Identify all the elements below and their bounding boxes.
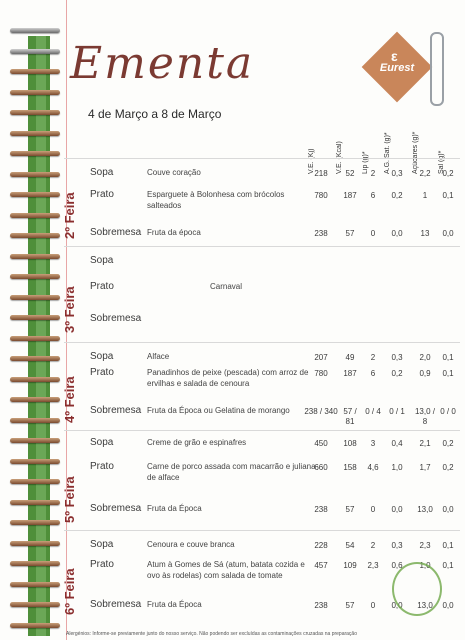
nutrition-value: 52 [345,169,355,178]
binding-ring [10,438,60,443]
day-block [64,246,460,339]
nutrition-value: 0,0 [391,601,403,610]
nutrition-value: 6 [370,191,376,200]
nutrition-value: 13,0 / 8 [414,407,435,426]
binding-ring [10,602,60,607]
binding-ring [10,110,60,115]
column-header-acucares: Açúcares (g)* [412,131,419,174]
course-description: Carne de porco assada com macarrão e juliana de alface [147,462,316,483]
nutrition-value: 2 [370,169,376,178]
binding-ring [10,315,60,320]
course-description: Panadinhos de peixe (pescada) com arroz de ervilhas e salada de cenoura [147,368,309,389]
binding-ring [10,274,60,279]
paper-clip-icon [430,32,444,106]
course-label: Prato [90,367,114,378]
nutrition-value: 0,0 [442,505,454,514]
nutrition-value: 780 [314,191,328,200]
binding-ring [10,500,60,505]
binding-ring [10,90,60,95]
course-label: Sobremesa [90,599,142,610]
nutrition-value: 207 [314,353,328,362]
column-header-sal: Sal (g)* [438,150,445,174]
course-label: Sobremesa [90,405,142,416]
course-description: Alface [147,352,170,361]
nutrition-value: 13,0 [417,601,433,610]
column-header-ve-kcal: V.E. (Kcal) [336,141,343,174]
nutrition-value: 0,1 [442,369,454,378]
course-label: Sobremesa [90,227,142,238]
nutrition-value: 457 [314,561,328,570]
nutrition-value: 2,1 [419,439,431,448]
nutrition-value: 238 / 340 [304,407,338,416]
nutrition-value: 0,0 [442,229,454,238]
course-description: Fruta da Época ou Gelatina de morango [147,406,290,415]
course-label: Prato [90,281,114,292]
day-label: 2º Feira [62,192,77,239]
column-header-ve-kj: V.E. (Kj) [308,148,315,174]
nutrition-value: 228 [314,541,328,550]
allergen-footnote: Alergénios: Informe-se previamente junto do nosso serviço. Não podendo ser excluídas as contaminações cruzadas na preparação [66,631,357,637]
course-label: Sopa [90,351,114,362]
course-description: Fruta da Época [147,600,202,609]
binding-ring [10,254,60,259]
eurest-logo-mark: ε [391,48,398,64]
course-label: Sopa [90,167,114,178]
binding-ring [10,151,60,156]
column-header-ag-sat: A.G. Sat. (g)* [384,132,391,174]
course-description: Fruta da Época [147,504,202,513]
nutrition-value: 187 [343,191,357,200]
binding-ring [10,69,60,74]
binding-ring [10,459,60,464]
nutrition-value: 13,0 [417,505,433,514]
binding-ring [10,418,60,423]
binding-ring [10,336,60,341]
binding-ring [10,520,60,525]
nutrition-value: 0,1 [442,353,454,362]
course-description: Fruta da época [147,228,201,237]
nutrition-value: 187 [343,369,357,378]
binding-ring [10,541,60,546]
nutrition-value: 0,0 [391,229,403,238]
binding-ring [10,233,60,238]
nutrition-value: 54 [345,541,355,550]
column-header-lip: Lip (g)* [362,151,369,174]
nutrition-value: 0,0 [391,505,403,514]
nutrition-value: 1,0 [391,463,403,472]
binding-ring [10,479,60,484]
nutrition-value: 1 [422,191,428,200]
nutrition-value: 0,2 [391,191,403,200]
course-label: Prato [90,559,114,570]
nutrition-value: 4,6 [367,463,379,472]
course-description: Cenoura e couve branca [147,540,235,549]
nutrition-value: 2,2 [419,169,431,178]
nutrition-value: 238 [314,505,328,514]
day-block [64,158,460,245]
nutrition-value: 0,1 [442,191,454,200]
nutrition-value: 0 / 0 [440,407,456,416]
binding-ring [10,377,60,382]
date-range: 4 de Março a 8 de Março [88,107,222,121]
binding-ring [10,131,60,136]
course-label: Sopa [90,539,114,550]
nutrition-value: 450 [314,439,328,448]
course-label: Prato [90,189,114,200]
course-description: Creme de grão e espinafres [147,438,247,447]
binding-ring [10,356,60,361]
nutrition-value: 2 [370,541,376,550]
course-label: Prato [90,461,114,472]
day-label: 3º Feira [62,286,77,333]
nutrition-value: 3 [370,439,376,448]
nutrition-value: 13 [420,229,430,238]
nutrition-value: 218 [314,169,328,178]
nutrition-value: 57 [345,601,355,610]
nutrition-value: 0,0 [442,601,454,610]
day-block [64,430,460,529]
nutrition-value: 0,2 [442,463,454,472]
binding-ring [10,28,60,33]
course-description: Couve coração [147,168,201,177]
binding-ring [10,397,60,402]
nutrition-value: 57 / 81 [343,407,357,426]
nutrition-value: 0,2 [442,169,454,178]
binding-ring [10,295,60,300]
nutrition-value: 238 [314,601,328,610]
nutrition-value: 0,3 [391,169,403,178]
course-label: Sopa [90,437,114,448]
nutrition-value: 238 [314,229,328,238]
binding-ring [10,49,60,54]
day-block [64,342,460,429]
nutrition-value: 1,0 [419,561,431,570]
binding-ring [10,561,60,566]
nutrition-value: 660 [314,463,328,472]
course-description: Esparguete à Bolonhesa com brócolos salteados [147,190,285,211]
binding-ring [10,582,60,587]
nutrition-value: 0 / 4 [365,407,381,416]
binding-ring [10,623,60,628]
nutrition-value: 0,6 [391,561,403,570]
nutrition-value: 57 [345,505,355,514]
binding-ring [10,213,60,218]
spiral-binding [0,0,60,640]
nutrition-value: 0,2 [442,439,454,448]
eurest-logo-text: Eurest [379,62,415,74]
nutrition-value: 2,3 [367,561,379,570]
nutrition-value: 108 [343,439,357,448]
nutrition-value: 0,1 [442,541,454,550]
course-label: Sopa [90,255,114,266]
binding-ring [10,172,60,177]
nutrition-value: 0 [370,601,376,610]
nutrition-value: 0 [370,229,376,238]
nutrition-value: 2,3 [419,541,431,550]
nutrition-value: 0 / 1 [389,407,405,416]
course-description: Carnaval [210,282,243,291]
day-label: 5º Feira [62,476,77,523]
nutrition-value: 2,0 [419,353,431,362]
day-label: 4º Feira [62,376,77,423]
nutrition-value: 109 [343,561,357,570]
nutrition-value: 0,4 [391,439,403,448]
binding-ring [10,192,60,197]
nutrition-value: 0,3 [391,541,403,550]
course-description: Atum à Gomes de Sá (atum, batata cozida e ovo às rodelas) com salada de tomate [147,560,305,581]
nutrition-value: 0,3 [391,353,403,362]
nutrition-value: 1,7 [419,463,431,472]
nutrition-value: 57 [345,229,355,238]
apple-icon [392,562,442,616]
course-label: Sobremesa [90,313,142,324]
nutrition-value: 0,1 [442,561,454,570]
nutrition-value: 6 [370,369,376,378]
nutrition-value: 158 [343,463,357,472]
nutrition-value: 0,9 [419,369,431,378]
menu-title: Ementa [70,38,255,89]
day-label: 6º Feira [62,568,77,615]
nutrition-value: 0 [370,505,376,514]
nutrition-value: 2 [370,353,376,362]
course-label: Sobremesa [90,503,142,514]
nutrition-value: 780 [314,369,328,378]
nutrition-value: 49 [345,353,355,362]
nutrition-value: 0,2 [391,369,403,378]
